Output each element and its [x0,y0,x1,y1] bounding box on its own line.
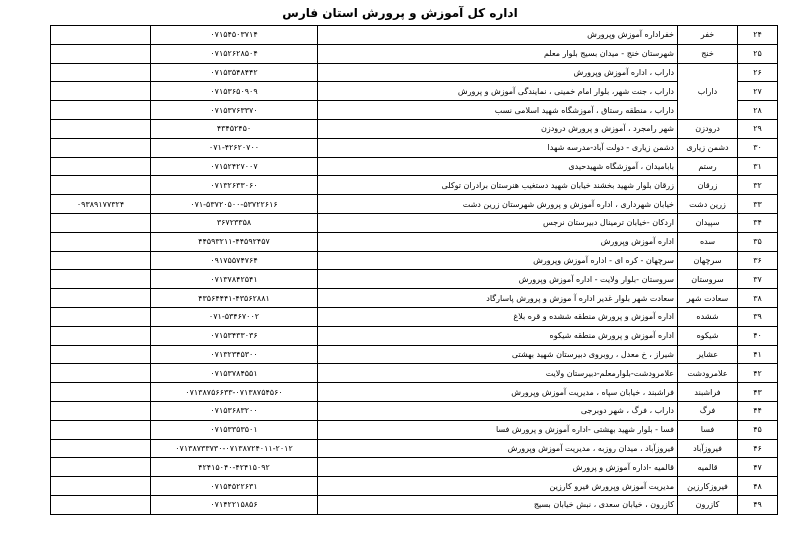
row-number: ۲۴ [738,26,778,45]
phone-number: ۰۷۱۵۳۳۵۳۵۰۱ [151,420,318,439]
address: فراشبند ، خیابان سپاه ، مدیریت آموزش وپرورش [318,383,678,402]
table-row [51,119,778,138]
address: داراب ، فرگ ، شهر دوبرجی [318,401,678,420]
extra-phone [51,270,151,289]
phone-number: ۰۹۱۷۵۵۷۴۷۶۴ [151,251,318,270]
city-name: فسا [678,420,738,439]
extra-phone [51,119,151,138]
row-number: ۳۱ [738,157,778,176]
row-number: ۴۵ [738,420,778,439]
city-name: قالمیه [678,458,738,477]
city-name: عشایر [678,345,738,364]
phone-number: ۰۷۱۳۸۷۵۶۶۳۳-۰۷۱۳۸۷۵۴۵۶۰ [151,383,318,402]
city-name: فیروزآباد [678,439,738,458]
address: شیراز ، خ معدل ، روبروی دبیرستان شهید بهشتی [318,345,678,364]
city-name: علامرودشت [678,364,738,383]
table-row [51,401,778,420]
row-number: ۳۰ [738,138,778,157]
address: علامرودشت-بلوارمعلم-دبیرستان ولایت [318,364,678,383]
table-row [51,326,778,345]
row-number: ۳۴ [738,213,778,232]
extra-phone [51,383,151,402]
extra-phone [51,213,151,232]
phone-number: ۴۲۴۱۵۰۴۰-۴۲۴۱۵۰۹۲ [151,458,318,477]
phone-number: ۰۷۱۴۲۲۱۵۸۵۶ [151,495,318,514]
city-name: فرگ [678,401,738,420]
row-number: ۳۹ [738,307,778,326]
extra-phone [51,401,151,420]
row-number: ۳۸ [738,289,778,308]
table-row [51,458,778,477]
row-number: ۲۵ [738,44,778,63]
table-row [51,270,778,289]
row-number: ۳۳ [738,195,778,214]
table-row [51,63,778,82]
extra-phone [51,420,151,439]
city-name: رستم [678,157,738,176]
extra-phone [51,326,151,345]
city-name: شیکوه [678,326,738,345]
phone-number: ۰۷۱-۵۳۴۶۷۰۰۲ [151,307,318,326]
extra-phone [51,477,151,496]
table-row [51,176,778,195]
table-row [51,345,778,364]
table-row [51,44,778,63]
row-number: ۲۷ [738,82,778,101]
row-number: ۲۹ [738,119,778,138]
row-number: ۴۳ [738,383,778,402]
address: فیروزآباد ، میدان روزبه ، مدیریت آموزش وپرورش [318,439,678,458]
table-row [51,138,778,157]
extra-phone [51,495,151,514]
extra-phone [51,63,151,82]
phone-number: ۰۷۱۵۳۶۸۳۲۰۰ [151,401,318,420]
city-name: فراشبند [678,383,738,402]
address: داراب ، منطقه رستاق ، آموزشگاه شهید اسلامی نسب [318,101,678,120]
city-name: داراب [678,63,738,119]
table-row [51,157,778,176]
row-number: ۳۵ [738,232,778,251]
row-number: ۴۸ [738,477,778,496]
phone-number: ۰۷۱-۵۳۷۲۰۵۰۰-۵۳۷۲۲۶۱۶ [151,195,318,214]
phone-number: ۰۷۱۵۲۶۲۸۵۰۴ [151,44,318,63]
row-number: ۴۶ [738,439,778,458]
city-name: خفر [678,26,738,45]
extra-phone [51,176,151,195]
city-name: خنج [678,44,738,63]
city-name: سروستان [678,270,738,289]
extra-phone [51,232,151,251]
row-number: ۴۴ [738,401,778,420]
page-title: اداره کل آموزش و پرورش استان فارس [282,6,518,20]
phone-number: ۰۷۱۵۴۵۰۳۷۱۴ [151,26,318,45]
address: دشمن زیاری - دولت آباد-مدرسه شهدا [318,138,678,157]
phone-number: ۰۷۱۵۳۶۵۰۹۰۹ [151,82,318,101]
address: سرچهان - کره ای - اداره آموزش وپرورش [318,251,678,270]
city-name: فیروزکارزین [678,477,738,496]
address: کازرون ، خیابان سعدی ، نبش خیابان بسیج [318,495,678,514]
city-name: سرچهان [678,251,738,270]
extra-phone [51,26,151,45]
address: فسا - بلوار شهید بهشتی -اداره آموزش و پرورش فسا [318,420,678,439]
table-row [51,495,778,514]
phone-number: ۰۷۱۳۷۸۴۲۵۴۱ [151,270,318,289]
row-number: ۲۶ [738,63,778,82]
city-name: سده [678,232,738,251]
extra-phone [51,101,151,120]
extra-phone [51,44,151,63]
city-name: سپیدان [678,213,738,232]
extra-phone [51,289,151,308]
table-row [51,289,778,308]
table-row [51,101,778,120]
address: اداره آموزش و پرورش منطقه شیکوه [318,326,678,345]
address: داراب ، جنت شهر، بلوار امام خمینی ، نمایندگی آموزش و پرورش [318,82,678,101]
row-number: ۳۶ [738,251,778,270]
extra-phone [51,458,151,477]
address: اداره آموزش وپرورش [318,232,678,251]
phone-number: ۰۷۱۵۳۷۸۴۵۵۱ [151,364,318,383]
extra-phone [51,157,151,176]
table-row [51,439,778,458]
row-number: ۳۷ [738,270,778,289]
address: خفراداره آموزش وپرورش [318,26,678,45]
table-row [51,232,778,251]
phone-number: ۴۴۵۹۳۲۱۱-۴۴۵۹۲۴۵۷ [151,232,318,251]
city-name: زرقان [678,176,738,195]
row-number: ۴۷ [738,458,778,477]
address: خیابان شهرداری ، اداره آموزش و پرورش شهرستان زرین دشت [318,195,678,214]
phone-number: ۴۳۴۵۲۴۵۰ [151,119,318,138]
table-row [51,213,778,232]
row-number: ۴۹ [738,495,778,514]
address: بابامیدان ، آموزشگاه شهیدحیدی [318,157,678,176]
table-row [51,195,778,214]
phone-number: ۰۷۱۵۳۷۶۳۳۷۰ [151,101,318,120]
extra-phone: ۰۹۳۸۹۱۷۷۳۲۴ [51,195,151,214]
table-row [51,307,778,326]
table-row [51,383,778,402]
table-row [51,364,778,383]
row-number: ۴۲ [738,364,778,383]
phone-number: ۰۷۱۵۳۴۳۳۰۳۶ [151,326,318,345]
phone-number: ۰۷۱۵۲۴۲۷۰۰۷ [151,157,318,176]
phone-number: ۰۷۱۵۴۵۲۲۶۳۱ [151,477,318,496]
phone-number: ۰۷۱۳۲۶۳۳۰۶۰ [151,176,318,195]
extra-phone [51,345,151,364]
city-name: درودزن [678,119,738,138]
address: اردکان -خیابان ترمینال دبیرستان نرجس [318,213,678,232]
city-name: سعادت شهر [678,289,738,308]
address: شهر رامجرد ، آموزش و پرورش درودزن [318,119,678,138]
table-row [51,251,778,270]
address: مدیریت آموزش وپرورش فیرو کارزین [318,477,678,496]
directory-table [50,25,778,515]
address: زرقان بلوار شهید بخشند خیابان شهید دستغیب هنرستان برادران توکلی [318,176,678,195]
table-row [51,420,778,439]
address: سروستان -بلوار ولایت - اداره آموزش وپرورش [318,270,678,289]
address: داراب ، اداره آموزش وپرورش [318,63,678,82]
extra-phone [51,82,151,101]
city-name: ششده [678,307,738,326]
extra-phone [51,138,151,157]
phone-number: ۴۳۵۶۴۴۴۱-۴۳۵۶۲۸۸۱ [151,289,318,308]
address: قالمیه -اداره آموزش و پرورش [318,458,678,477]
phone-number: ۰۷۱-۴۲۶۲۰۷۰۰ [151,138,318,157]
city-name: زرین دشت [678,195,738,214]
address: اداره آموزش و پرورش منطقه ششده و قره بلاغ [318,307,678,326]
row-number: ۲۸ [738,101,778,120]
phone-number: ۰۷۱۵۳۵۴۸۴۴۲ [151,63,318,82]
extra-phone [51,364,151,383]
city-name: دشمن زیاری [678,138,738,157]
phone-number: ۰۷۱۳۲۳۴۵۳۰۰ [151,345,318,364]
phone-number: ۳۶۷۲۳۳۵۸ [151,213,318,232]
table-row [51,82,778,101]
address: شهرستان خنج - میدان بسیج بلوار معلم [318,44,678,63]
row-number: ۴۱ [738,345,778,364]
row-number: ۴۰ [738,326,778,345]
phone-number: ۰۷۱۳۸۷۳۳۷۳۰-۰۷۱۳۸۷۲۴۰۱۱-۲۰۱۲ [151,439,318,458]
extra-phone [51,307,151,326]
extra-phone [51,251,151,270]
extra-phone [51,439,151,458]
table-row [51,26,778,45]
table-row [51,477,778,496]
address: سعادت شهر بلوار غدیر اداره آ موزش و پرورش پاسارگاد [318,289,678,308]
row-number: ۳۲ [738,176,778,195]
city-name: کازرون [678,495,738,514]
